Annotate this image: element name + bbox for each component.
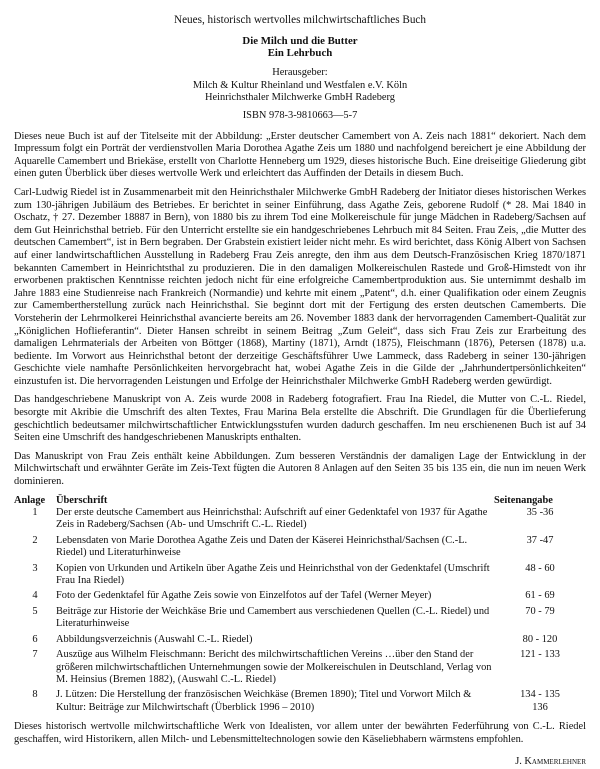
section-heading: Neues, historisch wertvolles milchwirtschaftliches Buch [174, 14, 426, 26]
annex-number: 5 [32, 605, 38, 617]
annex-title: Lebensdaten von Marie Dorothea Agathe Zeis und Daten der Käserei Heinrichsthal/Sachsen (C.-L. Riedel) und Literaturhinweise [56, 534, 468, 559]
annex-title: Beiträge zur Historie der Weichkäse Brie und Camembert aus verschiedenen Quellen (C.-L. Riedel) und Literaturhinweise [56, 605, 490, 630]
publisher-block [14, 67, 586, 104]
annex-table [14, 495, 586, 718]
annex-number: 1 [32, 507, 38, 519]
isbn: ISBN 978-3-9810663—5-7 [242, 110, 358, 122]
annex-title: Foto der Gedenktafel für Agathe Zeis sowie von Einzelfotos auf der Tafel (Werner Meyer) [56, 590, 432, 602]
annex-pages: 70 - 79 [525, 605, 555, 617]
book-title: Die Milch und die Butter [242, 34, 358, 47]
annex-pages: 61 - 69 [525, 590, 555, 602]
annex-table-header [14, 495, 586, 507]
annex-title: Kopien von Urkunden und Artikeln über Agathe Zeis und Heinrichsthal von der Gedenktafel (Umschrift Frau Ina Riedel) [56, 562, 490, 587]
annex-pages: 121 - 133 [520, 649, 560, 661]
book-subtitle: Ein Lehrbuch [267, 47, 333, 59]
col-anlage: Anlage [14, 494, 46, 506]
col-seitenangabe: Seitenangabe [494, 494, 553, 506]
col-ueberschrift: Überschrift [56, 494, 108, 506]
table-row [14, 563, 586, 591]
annex-title: J. Lützen: Die Herstellung der französischen Weichkäse (Bremen 1890); Titel und Vorwort Milch & Kultur: Beiträge zur Milchwirtschaft (Überblick 1996 – 2010) [56, 689, 472, 713]
annex-number: 2 [32, 534, 38, 546]
table-row [14, 535, 586, 563]
annex-pages: 48 - 60 [525, 562, 555, 574]
table-row [14, 507, 586, 535]
annex-pages: 80 - 120 [522, 633, 558, 645]
publisher-2: Heinrichsthaler Milchwerke GmbH Radeberg [205, 91, 395, 103]
paragraph-annexes: Das Manuskript von Frau Zeis enthält keine Abbildungen. Zum besseren Verständnis der damaligen Lage der Entwicklung in der Milchwirtschaft und erwähnter Geräte im Zeis-Text fügten die Autoren 8 Anlagen auf den Seiten 35 bis 135 ein, die nun im neuen Werk dominieren. [14, 450, 586, 488]
annex-number: 4 [32, 590, 38, 602]
publisher-label: Herausgeber: [272, 67, 328, 79]
annex-pages: 134 - 135 136 [520, 689, 560, 713]
annex-title: Auszüge aus Wilhelm Fleischmann: Bericht des milchwirtschaftlichen Vereins …über den Stand der größeren milchwirtschaftlichen Unternehmungen sowie der Molkereischulen in Deutschland, Verlag von M. Heinsius (Bremen 1882), (Auswahl C.-L. Riedel) [56, 649, 492, 685]
annex-title: Abbildungsverzeichnis (Auswahl C.-L. Riedel) [56, 633, 253, 645]
paragraph-closing: Dieses historisch wertvolle milchwirtschaftliche Werk von Idealisten, vor allem unter der bewährten Federführung von C.-L. Riedel geschaffen, wird Historikern, allen Milch- und Lebensmitteltechnologen sowie den Käseliebhabern wärmstens empfohlen. [14, 721, 586, 745]
annex-number: 3 [32, 562, 38, 574]
table-row [14, 634, 586, 649]
table-row [14, 590, 586, 605]
annex-number: 6 [32, 633, 38, 645]
annex-number: 8 [32, 689, 38, 701]
paragraph-manuscript: Das handgeschriebene Manuskript von A. Zeis wurde 2008 in Radeberg fotografiert. Frau Ina Riedel, die Mutter von C.-L. Riedel, besorgte mit Akribie die Umschrift des alten Textes, Frau Marina Bela erstellte die Abschrift. Die Grundlagen für die Überlieferung geschichtlich bedeutsamer milchwirtschaftlicher Entwicklungsstufen wurden dadurch geschaffen. Im neu erschienenen Buch ist auf 34 Seiten eine Umschrift des handgeschriebenen Manuskripts enthalten. [14, 394, 586, 444]
author-signature: J. Kammerlehner [515, 756, 586, 768]
annex-pages: 35 -36 [526, 507, 554, 519]
annex-number: 7 [32, 649, 38, 661]
table-row [14, 689, 586, 717]
annex-title: Der erste deutsche Camembert aus Heinrichsthal: Aufschrift auf einer Gedenktafel von 1937 für Agathe Zeis in Radeberg/Sachsen (Ab- und Umschrift C.-L. Riedel) [56, 507, 488, 531]
publisher-1: Milch & Kultur Rheinland und Westfalen e.V. Köln [192, 79, 408, 91]
annex-table-body [14, 507, 586, 717]
paragraph-intro: Dieses neue Buch ist auf der Titelseite mit der Abbildung: „Erster deutscher Camembert von A. Zeis nach 1881“ dekoriert. Nach dem Impressum folgt ein Porträt der verdienstvollen Maria Dorothea Agathe Zeis um 1880 und nachfolgend bereichert je eine Abbildung der Aquarelle Camembert und Briekäse, erstellt von Charlotte Henneberg um 1929, dieses historische Buch. Eine dreiseitige Gliederung gibt einen guten Überblick über dieses wertvolle Werk und erleichtert das Auffinden der Details in diesem Buch. [14, 130, 586, 180]
annex-pages: 37 -47 [526, 534, 554, 546]
paragraph-riedel: Carl-Ludwig Riedel ist in Zusammenarbeit mit den Heinrichsthaler Milchwerke GmbH Radeberg der Initiator dieses historischen Werkes zum 130-jährigen Jubiläum des Betriebes. Er berichtet in seiner Einführung, dass Agathe Zeis, geborene Rudolf (* 28. Mai 1840 in Oschatz, † 27. Dezember 18887 in Bern), von 1880 bis zu ihrem Tod eine Molkereischule für junge Mädchen in Radeberg/Sachsen auf dem Gut Heinrichsthal betrieb. Für den Unterricht erstellte sie ein handgeschriebenes Lehrbuch mit 84 Seiten. Frau Zeis, „die Mutter des deutschen Camembert“, ist in Bern begraben. Der Grabstein existiert leider nicht mehr. Es wird berichtet, dass König Albert von Sachsen auf einer landwirtschaftlichen Ausstellung in Radeberg Frau Zeis anregte, den ihm aus dem Deutsch-Französischen Krieg 1870/1871 bekannten Camembert in Heinrichtsthal zu produzieren. Die in den damaligen Molkereischulen Rastede und Groß-Himstedt von ihr erworbenen praktischen Kenntnisse reichten jedoch nicht für eine erfolgreiche Camembertproduktion aus. Sie unternimmt deshalb im Jahre 1883 eine Studienreise nach Frankreich (Normandie) und kehrte mit einem „Patent“, d.h. einer Qualifikation oder einem Zeugnis zur Camembertherstellung zurück nach Heinrichsthal. Sie beginnt dort mit der Fertigung des ersten deutschen Camemberts. Die Vorsteherin der Lehrmolkerei Heinrichsthal avancierte bereits am 26. November 1883 dank der hervorragenden Camembert-Qualität zur „Königlichen Hoflieferantin“. Dieter Hansen schreibt in seinem Beitrag „Zum Geleit“, dass sich Frau Zeis zur Erarbeitung des damaligen Lehrmaterials der Arbeiten von Böttger (1868), Martiny (1871), Arndt (1875), Fleischmann (1876), Petersen (1878) u.a. bediente. Im Vorwort aus Heinrichsthal betont der derzeitige Geschäftsführer Uwe Lammeck, dass Radeberg in seiner 130-jährigen Geschichte viele namhafte Persönlichkeiten hervorgebracht hat, wobei Agathe Zeis in die Gilde der „Jahrhundertpersönlichkeiten“ einzustufen ist. Die hervorragenden Leistungen und Erfolge der Heinrichsthaler Milchwerke GmbH Radeberg werden gewürdigt. [14, 186, 586, 387]
table-row [14, 649, 586, 689]
table-row [14, 606, 586, 634]
